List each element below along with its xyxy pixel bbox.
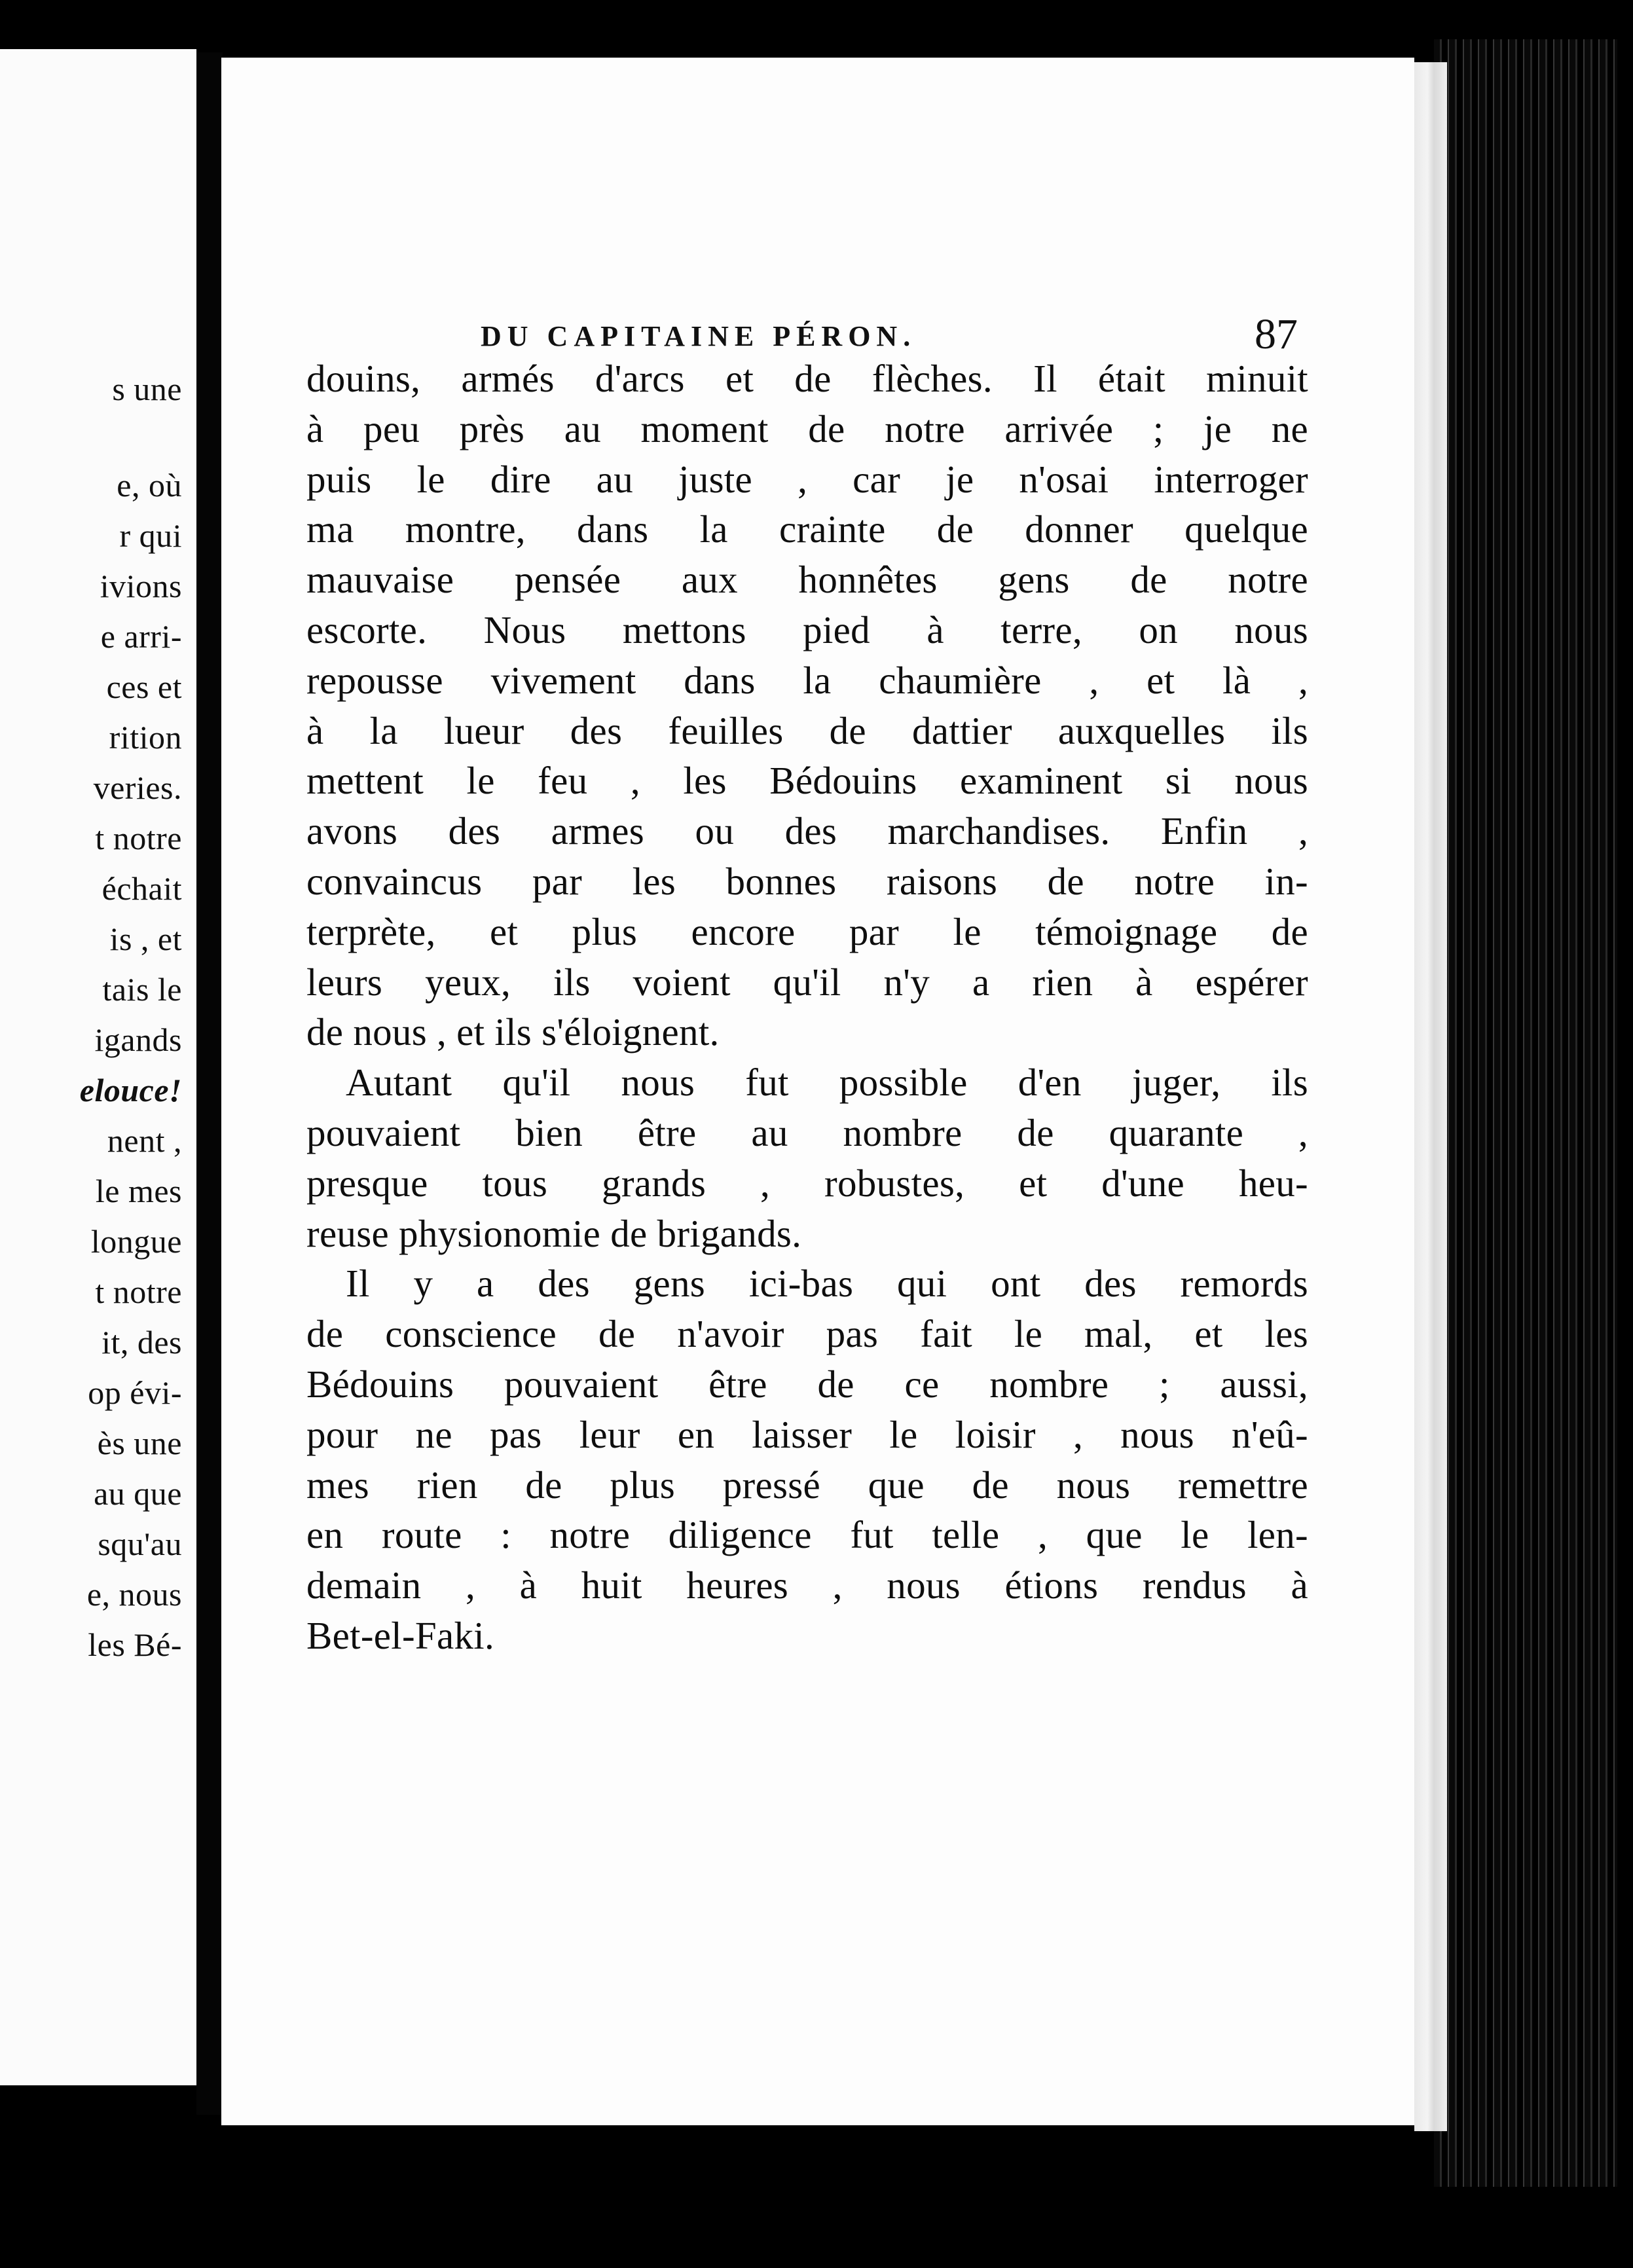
left-page-line: is , et (109, 921, 182, 957)
body-text-line: Bédouins pouvaient être de ce nombre ; aussi, (306, 1363, 1308, 1406)
left-page-line: e, où (117, 467, 182, 503)
left-page-line: e arri- (100, 618, 182, 655)
body-text-line: Il y a des gens ici-bas qui ont des remords (346, 1262, 1308, 1305)
body-text-line: à peu près au moment de notre arrivée ; je ne (306, 407, 1308, 450)
left-page-line: longue (90, 1223, 182, 1260)
body-text-line: douins, armés d'arcs et de flèches. Il était minuit (306, 357, 1308, 400)
body-text-line: mettent le feu , les Bédouins examinent si nous (306, 759, 1308, 802)
left-page-line: échait (101, 870, 182, 907)
left-page-line: igands (94, 1021, 182, 1058)
body-text-line: demain , à huit heures , nous étions rendus à (306, 1564, 1308, 1607)
body-text-line: Autant qu'il nous fut possible d'en juger, ils (346, 1061, 1308, 1104)
left-page-line: s une (112, 371, 182, 407)
left-page-line: ivions (100, 568, 182, 604)
body-text-line: terprète, et plus encore par le témoignage de (306, 910, 1308, 953)
left-page (0, 49, 196, 2085)
book-fore-edge (1434, 39, 1617, 2187)
body-text-line: à la lueur des feuilles de dattier auxquelles ils (306, 709, 1308, 752)
body-text-line: convaincus par les bonnes raisons de notre in- (306, 860, 1308, 903)
body-text-line: mes rien de plus pressé que de nous remettre (306, 1463, 1308, 1507)
left-page-line: it, des (101, 1324, 182, 1361)
page-number: 87 (1255, 310, 1298, 358)
left-page-line: e, nous (86, 1576, 182, 1613)
left-page-line: le mes (95, 1173, 182, 1209)
left-page-line: ès une (97, 1425, 182, 1461)
left-page-line: r qui (119, 517, 182, 554)
left-page-line: squ'au (98, 1526, 182, 1562)
book-gutter (196, 52, 223, 2115)
body-text-line: leurs yeux, ils voient qu'il n'y a rien à espérer (306, 960, 1308, 1004)
body-text-line: en route : notre diligence fut telle , que le len- (306, 1513, 1308, 1556)
left-page-line: les Bé- (88, 1626, 182, 1663)
left-page-line: nent , (107, 1122, 182, 1159)
body-text-line: pouvaient bien être au nombre de quarante , (306, 1111, 1308, 1154)
left-page-line: tais le (102, 971, 182, 1008)
left-page-line: elouce! (79, 1072, 182, 1108)
left-page-line: veries. (93, 769, 182, 806)
body-text-line: mauvaise pensée aux honnêtes gens de notre (306, 558, 1308, 601)
body-text-line: ma montre, dans la crainte de donner quelque (306, 507, 1308, 551)
page-edge (1414, 62, 1447, 2131)
right-page (221, 58, 1414, 2125)
body-text-line: de conscience de n'avoir pas fait le mal, et les (306, 1312, 1308, 1355)
body-text-line: avons des armes ou des marchandises. Enfin , (306, 809, 1308, 852)
left-page-line: op évi- (88, 1374, 182, 1411)
left-page-line: au que (94, 1475, 182, 1512)
body-text-line: presque tous grands , robustes, et d'une heu- (306, 1161, 1308, 1205)
body-text-line: repousse vivement dans la chaumière , et là , (306, 659, 1308, 702)
body-text-line: de nous , et ils s'éloignent. (306, 1010, 720, 1053)
left-page-line: ces et (106, 668, 182, 705)
left-page-line: t notre (95, 820, 182, 856)
body-text-line: pour ne pas leur en laisser le loisir , nous n'eû- (306, 1413, 1308, 1456)
left-page-line: rition (109, 719, 182, 756)
body-text-line: reuse physionomie de brigands. (306, 1212, 802, 1255)
body-text-line: escorte. Nous mettons pied à terre, on nous (306, 608, 1308, 651)
left-page-line: t notre (95, 1273, 182, 1310)
running-head: DU CAPITAINE PÉRON. (481, 320, 917, 352)
body-text-line: puis le dire au juste , car je n'osai interroger (306, 458, 1308, 501)
body-text-line: Bet-el-Faki. (306, 1614, 495, 1657)
